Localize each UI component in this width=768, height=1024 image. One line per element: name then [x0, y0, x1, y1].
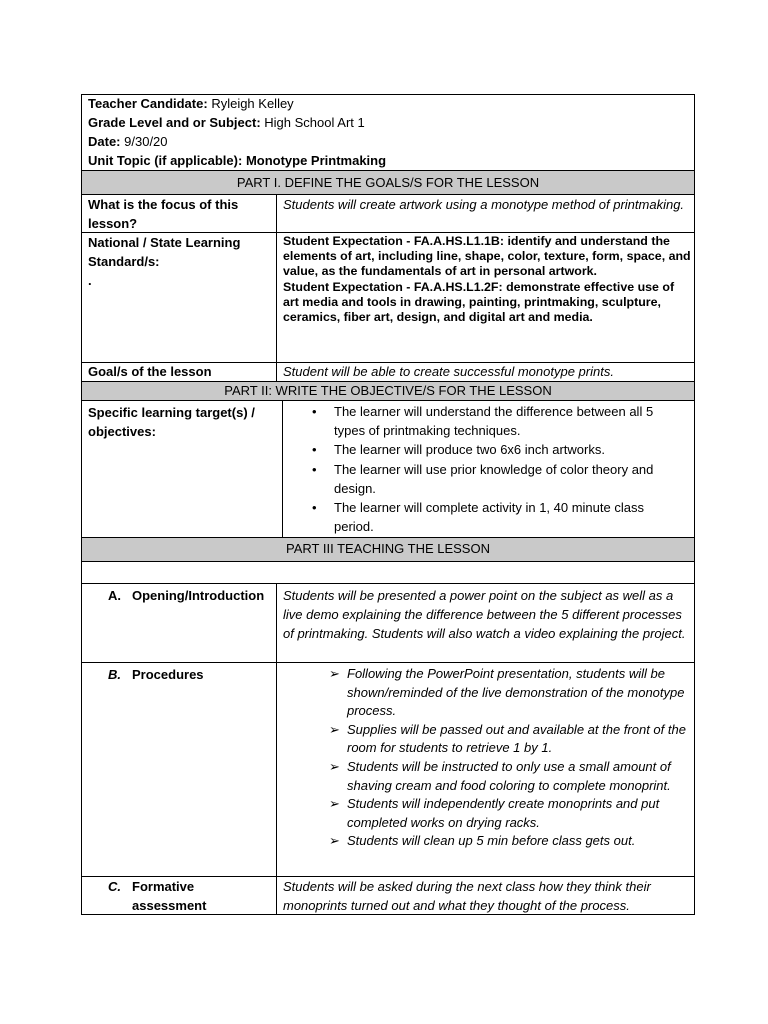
unit-value: Monotype Printmaking	[245, 153, 387, 168]
standards-value	[283, 234, 691, 325]
standard-2-text: FA.A.HS.L1.2F: demonstrate effective use of art media and tools in drawing, painting, printmaking, sculpture, ceramics, fiber art, design, and digital art and media.	[283, 279, 675, 325]
grade-label: Grade Level and or Subject:	[88, 115, 261, 130]
procedure-item: ➢ Supplies will be passed out and available at the front of the room for students to retrieve 1 by 1.	[329, 721, 686, 756]
targets-label: Specific learning target(s) / objectives:	[88, 405, 255, 439]
standard-2	[283, 280, 691, 326]
formative-label-cell	[81, 877, 276, 915]
procedure-item: ➢ Students will independently create monoprints and put completed works on drying racks.	[329, 796, 660, 830]
formative-label: Formative assessment	[132, 879, 207, 913]
opening-label: Opening/Introduction	[132, 588, 265, 603]
objective-item: • The learner will produce two 6x6 inch artworks.	[283, 440, 685, 459]
teacher-row	[88, 94, 688, 113]
opening-letter: A.	[108, 588, 121, 603]
unit-label: Unit Topic (if applicable):	[88, 153, 243, 168]
unit-row	[88, 151, 688, 170]
goals-label: Goal/s of the lesson	[88, 364, 212, 379]
arrow-bullet-icon: ➢	[329, 666, 340, 681]
grade-value: High School Art 1	[264, 115, 365, 130]
procedures-label: Procedures	[132, 667, 204, 682]
procedure-item: ➢ Students will be instructed to only use a small amount of shaving cream and food coloring to complete monoprint.	[329, 758, 671, 793]
grade-row	[88, 113, 688, 132]
standards-dot: .	[88, 273, 92, 288]
procedures-letter: B.	[108, 667, 121, 682]
objectives-list	[283, 402, 685, 536]
teacher-value: Ryleigh Kelley	[211, 96, 294, 111]
arrow-bullet-icon: ➢	[329, 758, 340, 774]
goals-value: Student will be able to create successful monotype prints.	[283, 364, 614, 379]
focus-value: Students will create artwork using a monotype method of printmaking.	[283, 197, 685, 212]
focus-label: What is the focus of this lesson?	[88, 197, 239, 231]
arrow-bullet-icon: ➢	[329, 721, 340, 737]
standard-1-prefix: Student Expectation -	[283, 234, 414, 248]
date-value: 9/30/20	[124, 134, 168, 149]
standard-1-text: FA.A.HS.L1.1B: identify and understand the elements of art, including line, shape, color, texture, form, space, and value, as the fundamentals of art in personal artwork.	[283, 234, 691, 279]
date-label: Date:	[88, 134, 121, 149]
standard-2-prefix: Student Expectation -	[283, 279, 414, 294]
objective-item: • The learner will use prior knowledge of color theory and design.	[283, 460, 685, 498]
objective-item: • The learner will understand the difference between all 5 types of printmaking techniques.	[283, 402, 685, 440]
objective-item: • The learner will complete activity in 1, 40 minute class period.	[283, 498, 685, 536]
arrow-bullet-icon: ➢	[329, 796, 340, 812]
standards-label-block	[88, 233, 273, 290]
arrow-bullet-icon: ➢	[329, 833, 340, 849]
procedure-item: ➢ Following the PowerPoint presentation, students will be shown/reminded of the live demonstration of the monotype process.	[329, 666, 685, 719]
opening-value: Students will be presented a power point on the subject as well as a live demo explaining the difference between the 5 different processes of printmaking. Students will also watch a video explaining the project.	[283, 588, 686, 641]
teacher-label: Teacher Candidate:	[88, 96, 208, 111]
date-row	[88, 132, 688, 151]
part2-title: PART II: WRITE THE OBJECTIVE/S FOR THE LESSON	[224, 383, 552, 398]
formative-value: Students will be asked during the next class how they think their monoprints turned out and what they thought of the process.	[283, 879, 651, 913]
procedure-item: ➢ Students will clean up 5 min before class gets out.	[277, 832, 689, 851]
part3-title: PART III TEACHING THE LESSON	[286, 541, 490, 556]
formative-letter: C.	[108, 879, 121, 894]
header-block	[88, 94, 688, 170]
part1-title: PART I. DEFINE THE GOALS/S FOR THE LESSON	[236, 175, 540, 190]
standards-label: National / State Learning Standard/s:	[88, 235, 241, 269]
procedures-list	[277, 665, 689, 851]
standard-1	[283, 234, 691, 280]
